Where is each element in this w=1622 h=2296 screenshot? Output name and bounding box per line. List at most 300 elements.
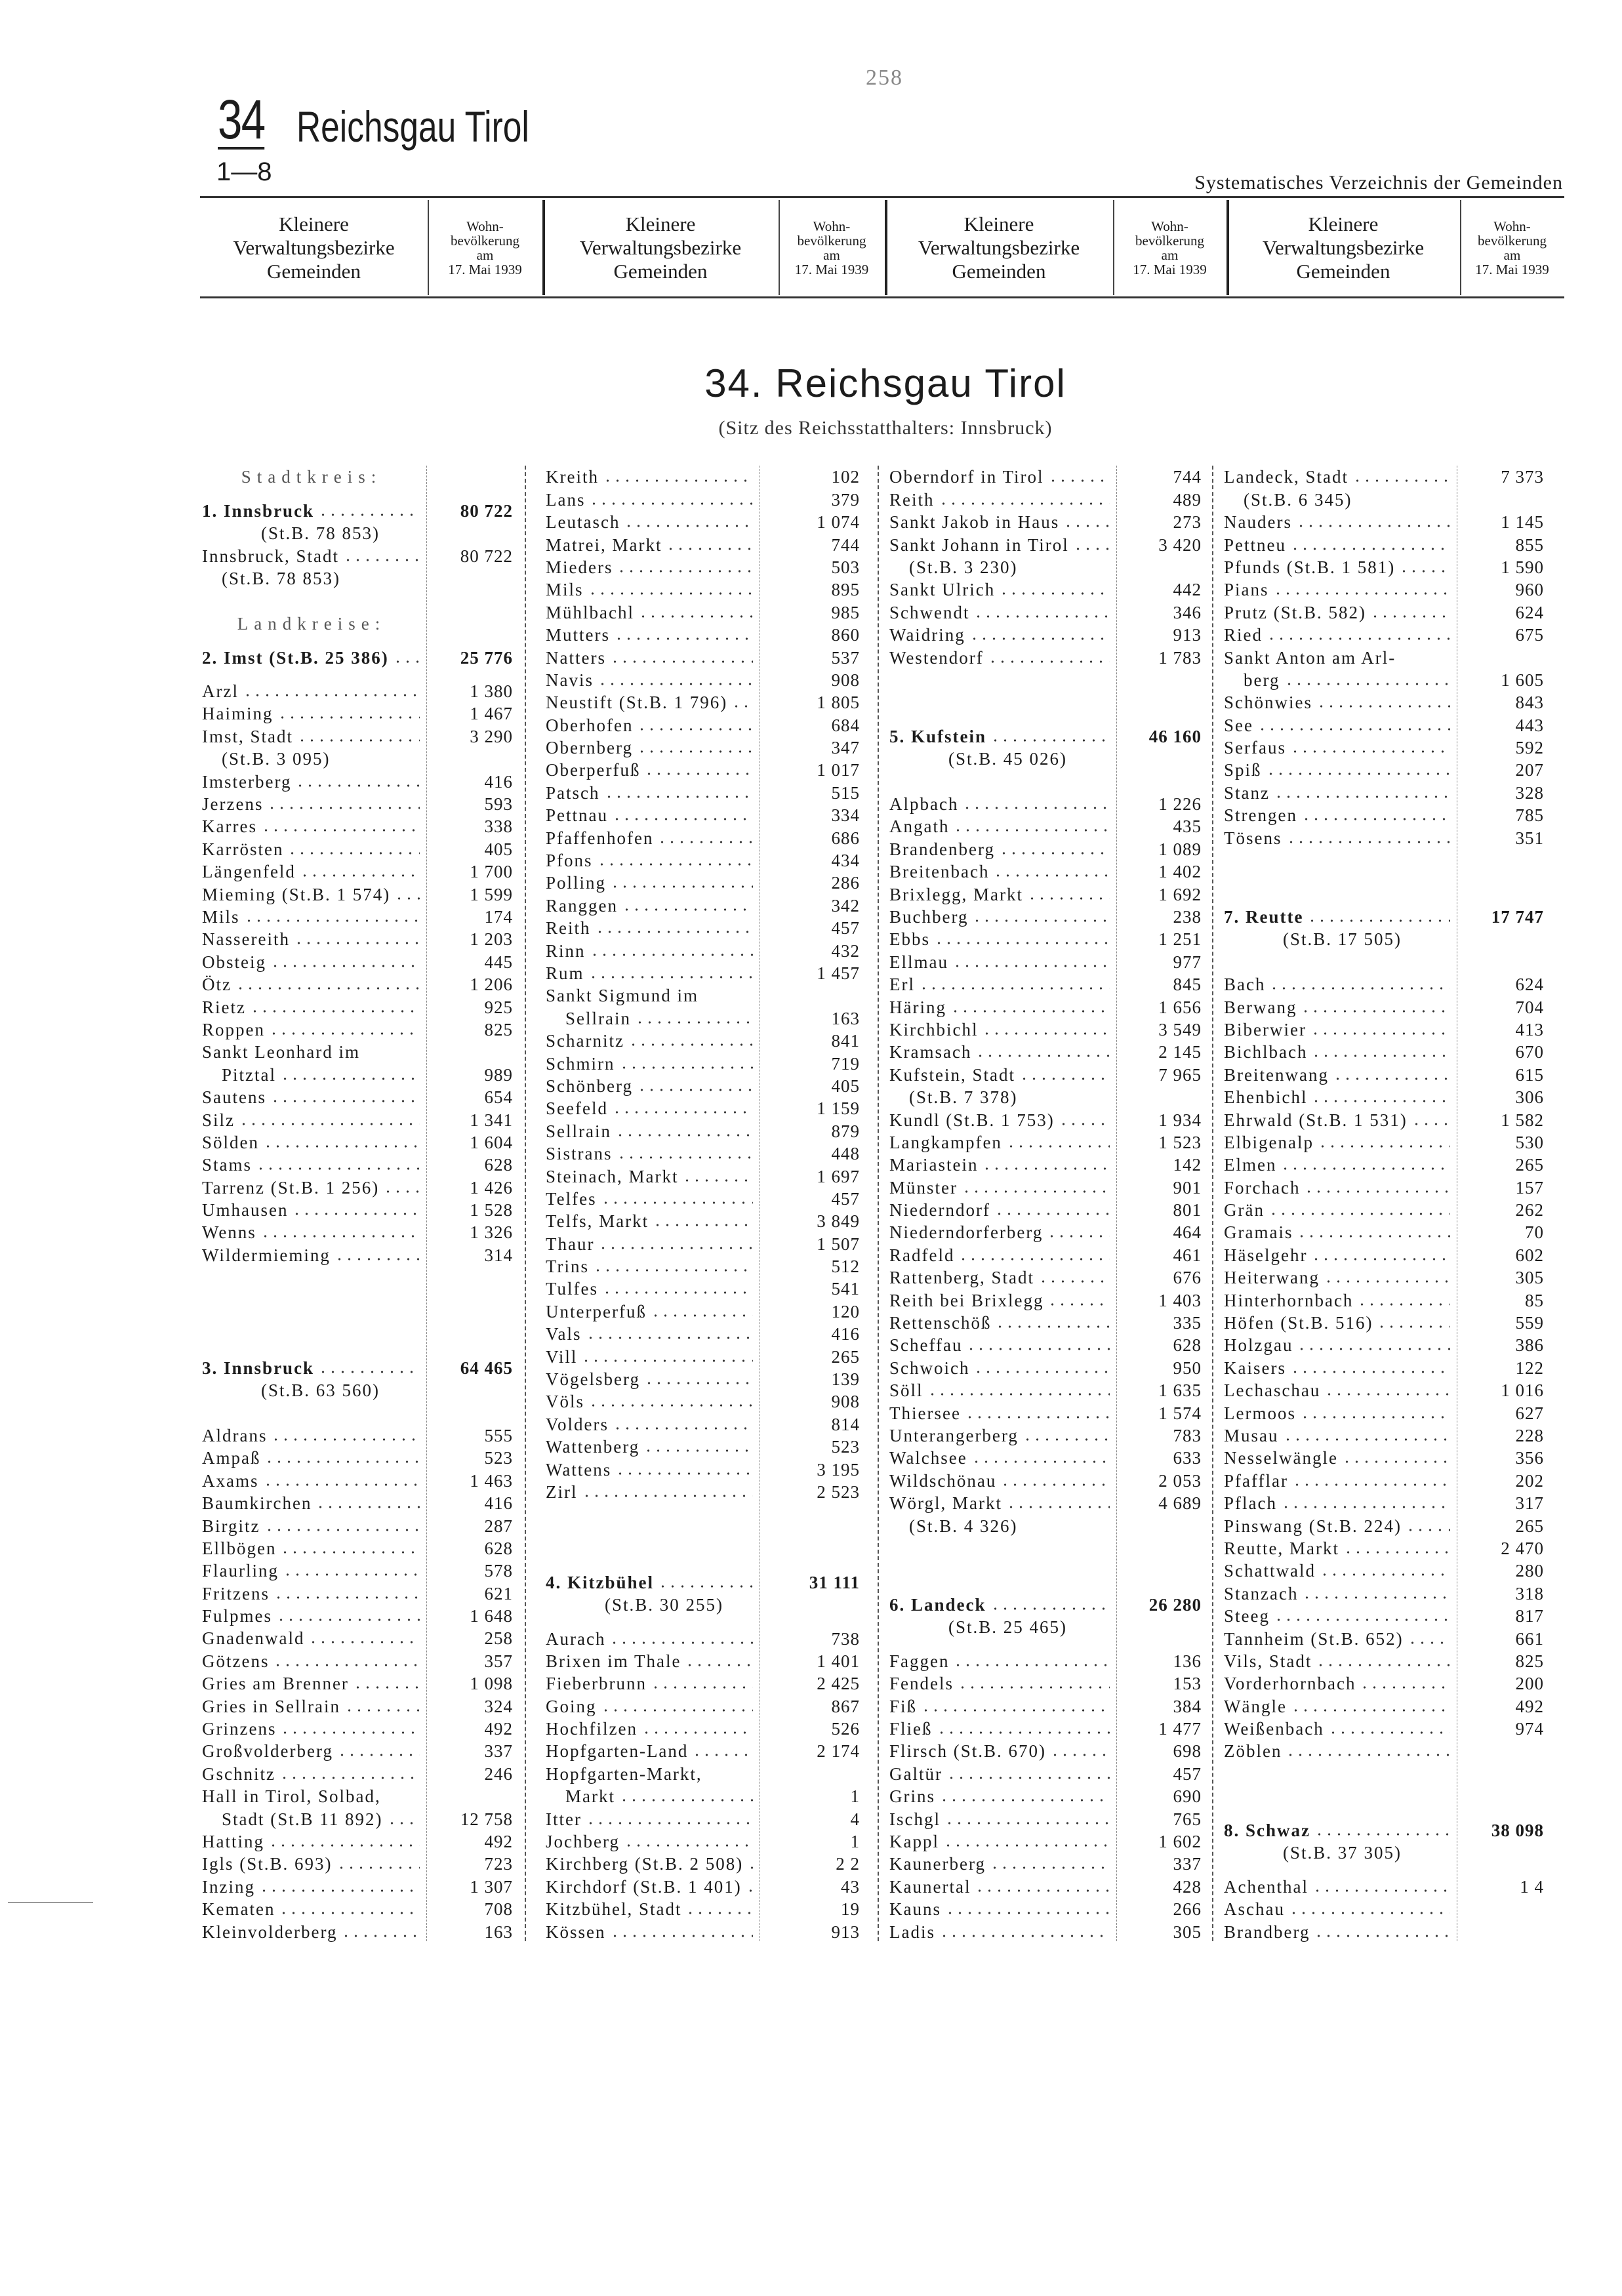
name-cell: [202, 1087, 421, 1108]
dot-leader: [244, 919, 420, 923]
municipality-name: Pfons: [546, 851, 593, 871]
name-cell: [889, 512, 1111, 533]
name-cell: [202, 1763, 421, 1784]
dot-leader: [283, 1573, 420, 1577]
population-value: 985: [831, 602, 860, 622]
dot-leader: [1273, 592, 1450, 595]
municipality-subline: [202, 747, 513, 769]
dot-leader: [990, 1866, 1110, 1870]
municipality-name: Mils: [546, 580, 584, 600]
name-cell: [1224, 805, 1451, 826]
dot-leader: [1399, 569, 1450, 573]
population-value: 1 783: [1158, 647, 1202, 668]
municipality-row: [202, 1131, 513, 1153]
municipality-name: Oberperfuß: [546, 760, 641, 780]
municipality-name: Gries am Brenner: [202, 1674, 349, 1694]
municipality-name: Gnadenwald: [202, 1628, 305, 1649]
population-value: 960: [1515, 580, 1544, 600]
name-cell: [546, 534, 754, 555]
name-cell: [889, 974, 1111, 995]
population-value: 338: [484, 816, 513, 837]
population-value: 593: [484, 794, 513, 815]
municipality-name: Vals: [546, 1324, 582, 1344]
dot-leader: [588, 975, 753, 979]
population-value: 1 574: [1158, 1403, 1202, 1423]
municipality-name: Brandenberg: [889, 839, 995, 859]
dot-leader: [666, 547, 753, 551]
spacer: [202, 1266, 513, 1288]
municipality-name: Kramsach: [889, 1042, 972, 1062]
district-row: [889, 1593, 1202, 1615]
dot-leader: [1324, 1392, 1450, 1396]
dot-leader: [276, 1618, 420, 1622]
name-cell: [889, 1470, 1111, 1491]
dot-leader: [1320, 1573, 1450, 1577]
population-value: 266: [1173, 1899, 1202, 1920]
population-value: 1 457: [817, 963, 860, 983]
gau-name: Reichsgau Tirol: [296, 102, 529, 151]
municipality-row: [546, 1672, 860, 1694]
population-value: 913: [831, 1922, 860, 1942]
population-value: 1 341: [470, 1110, 513, 1130]
municipality-name: Hinterhornbach: [1224, 1290, 1354, 1310]
district-subline: [889, 1615, 1202, 1638]
name-cell: [889, 1290, 1111, 1311]
dot-leader: [958, 1685, 1110, 1689]
name-cell: [889, 1335, 1111, 1356]
dot-leader: [972, 919, 1110, 923]
municipality-name: Itter: [546, 1809, 582, 1829]
municipality-name: Westendorf: [889, 647, 984, 668]
municipality-name: Rattenberg, Stadt: [889, 1268, 1034, 1288]
population-value: 628: [484, 1155, 513, 1175]
municipality-name: Ötz: [202, 975, 232, 995]
municipality-row: [202, 973, 513, 995]
name-cell: [546, 1696, 754, 1717]
municipality-row: [202, 1085, 513, 1108]
dot-leader: [644, 1381, 753, 1385]
section-heading: [202, 612, 513, 634]
dot-leader: [1023, 1438, 1110, 1441]
dot-leader: [344, 1708, 420, 1712]
name-cell: [1224, 1132, 1451, 1153]
header-top-rule: [200, 196, 1564, 198]
municipality-name: Karrösten: [202, 839, 284, 859]
name-cell: [889, 1516, 1111, 1537]
municipality-name: Gschnitz: [202, 1763, 275, 1784]
dot-leader: [1360, 1685, 1450, 1689]
municipality-row: [202, 1672, 513, 1694]
dot-leader: [939, 1798, 1110, 1802]
municipality-name: Scharnitz: [546, 1031, 624, 1051]
dot-leader: [336, 1866, 420, 1870]
name-cell: [1224, 1064, 1451, 1085]
population-value: 1 251: [1158, 929, 1202, 950]
spacer: [889, 713, 1202, 724]
name-cell: [889, 1403, 1111, 1424]
population-value: 1 467: [470, 704, 513, 724]
district-range: 1—8: [216, 157, 272, 186]
municipality-row: [546, 465, 860, 487]
population-value: 337: [484, 1741, 513, 1762]
population-value: 1 017: [817, 760, 860, 780]
dot-leader: [1343, 1550, 1450, 1554]
name-cell: [1224, 1876, 1451, 1897]
spacer: [1224, 950, 1544, 972]
column-group-divider: [1212, 466, 1213, 1941]
municipality-row: [202, 544, 513, 566]
name-cell: [546, 782, 754, 803]
municipality-name: Reith: [889, 489, 935, 510]
population-value: 1 507: [817, 1234, 860, 1254]
dot-leader: [1283, 1438, 1451, 1441]
municipality-row: [1224, 736, 1544, 758]
name-cell: [1224, 624, 1451, 645]
dot-leader: [965, 1415, 1110, 1419]
municipality-row: [1224, 1739, 1544, 1762]
gau-number: 34: [218, 89, 265, 150]
municipality-row: [1224, 713, 1544, 735]
population-value: 416: [484, 1493, 513, 1514]
name-cell: [1224, 1673, 1451, 1694]
dot-leader: [613, 1426, 753, 1430]
municipality-row: [889, 645, 1202, 668]
header-population-line: am: [823, 247, 840, 263]
population-value: 1 463: [470, 1470, 513, 1491]
population-value: 70: [1525, 1222, 1544, 1243]
name-cell: [889, 1617, 1111, 1638]
dot-leader: [1406, 1528, 1450, 1532]
dot-leader: [1297, 1347, 1450, 1351]
population-value: 428: [1173, 1876, 1202, 1897]
name-cell: [1224, 1583, 1451, 1604]
district-subline: [202, 521, 513, 544]
municipality-name: Rum: [546, 963, 584, 983]
municipality-row: [1224, 510, 1544, 533]
municipality-row: [889, 1379, 1202, 1401]
name-cell: [546, 489, 754, 510]
population-value: 3 290: [470, 726, 513, 746]
municipality-row: [1224, 1220, 1544, 1243]
municipality-row: [1224, 1085, 1544, 1108]
dot-leader: [1027, 896, 1110, 900]
name-cell: [1224, 1019, 1451, 1040]
municipality-name: (St.B. 37 305): [1283, 1843, 1402, 1863]
population-value: 317: [1515, 1493, 1544, 1514]
name-cell: [546, 1922, 754, 1943]
municipality-name: Tulfes: [546, 1279, 599, 1299]
municipality-name: Rietz: [202, 997, 246, 1017]
municipality-row: [202, 1220, 513, 1243]
population-value: 1 4: [1520, 1876, 1544, 1897]
dot-leader: [597, 862, 753, 866]
dot-leader: [1370, 614, 1450, 618]
population-value: 814: [831, 1414, 860, 1434]
municipality-name: Grän: [1224, 1200, 1265, 1220]
dot-leader: [950, 1009, 1110, 1013]
header-name-column: [1227, 200, 1460, 295]
name-cell: [1224, 1718, 1451, 1739]
name-cell: [1224, 557, 1451, 578]
page-number: 258: [866, 66, 903, 90]
name-cell: [202, 1628, 421, 1649]
spacer: [889, 769, 1202, 792]
dot-leader: [1286, 1753, 1450, 1757]
name-cell: [889, 1132, 1111, 1153]
municipality-name: Stadtkreis:: [241, 467, 382, 487]
name-cell: [889, 1110, 1111, 1131]
population-value: 379: [831, 489, 860, 510]
municipality-row: [202, 679, 513, 702]
population-value: 895: [831, 580, 860, 600]
header-name-line: Verwaltungsbezirke: [233, 235, 395, 259]
dot-leader: [1286, 840, 1451, 844]
dot-leader: [315, 1505, 420, 1509]
name-cell: [546, 692, 754, 713]
municipality-row: [546, 849, 860, 871]
name-cell: [546, 1098, 754, 1119]
municipality-name: Brixlegg, Markt: [889, 884, 1023, 904]
municipality-row: [202, 1062, 513, 1085]
municipality-row: [202, 1559, 513, 1581]
district-row: [546, 1570, 860, 1592]
table-column: [202, 465, 513, 1943]
name-cell: [546, 1211, 754, 1232]
municipality-row: [889, 578, 1202, 600]
spacer: [1224, 1807, 1544, 1818]
population-value: 120: [831, 1301, 860, 1321]
name-cell: [202, 1245, 421, 1266]
dot-leader: [641, 1731, 753, 1735]
name-cell: [202, 703, 421, 724]
population-value: 305: [1515, 1268, 1544, 1288]
name-cell: [546, 715, 754, 736]
population-value: 457: [831, 1188, 860, 1209]
municipality-row: [1224, 995, 1544, 1017]
municipality-row: [889, 1897, 1202, 1920]
municipality-row: [1224, 1514, 1544, 1536]
dot-leader: [658, 1584, 753, 1588]
municipality-row: [546, 1412, 860, 1434]
municipality-row: [889, 1356, 1202, 1378]
dot-leader: [270, 1099, 420, 1103]
municipality-name: Natters: [546, 647, 606, 668]
municipality-row: [546, 1277, 860, 1299]
municipality-name: Kirchbichl: [889, 1019, 979, 1039]
municipality-name: Waidring: [889, 625, 965, 645]
population-value: 386: [1515, 1335, 1544, 1356]
name-cell: [202, 1493, 421, 1514]
population-value: 744: [831, 534, 860, 555]
dot-leader: [279, 1776, 420, 1780]
municipality-row: [889, 1153, 1202, 1175]
dot-leader: [1411, 1122, 1450, 1126]
name-cell: [202, 952, 421, 973]
population-value: 537: [831, 647, 860, 668]
municipality-row: [546, 803, 860, 826]
municipality-name: Patsch: [546, 782, 600, 803]
name-cell: [546, 1301, 754, 1322]
population-value: 1 402: [1158, 862, 1202, 882]
population-value: 174: [484, 906, 513, 927]
dot-leader: [1047, 1302, 1110, 1306]
dot-leader: [746, 1889, 753, 1893]
dot-leader: [263, 1483, 420, 1487]
population-value: 26 280: [1148, 1594, 1202, 1615]
name-cell: [889, 884, 1111, 905]
population-value: 977: [1173, 952, 1202, 972]
population-value: 744: [1173, 467, 1202, 487]
dot-leader: [628, 1043, 753, 1047]
spacer: [1224, 871, 1544, 893]
municipality-name: Weißenbach: [1224, 1719, 1324, 1739]
column-group-divider: [878, 466, 879, 1941]
population-value: 157: [1515, 1177, 1544, 1198]
name-cell: [889, 1786, 1111, 1807]
dot-leader: [1292, 1483, 1450, 1487]
header-name-line: Gemeinden: [952, 259, 1046, 283]
dot-leader: [939, 502, 1110, 506]
header-population-column: [1460, 200, 1564, 295]
table-column: [1224, 465, 1544, 1943]
population-value: 825: [1515, 1651, 1544, 1671]
municipality-name: Aldrans: [202, 1425, 268, 1445]
municipality-row: [889, 1333, 1202, 1356]
municipality-name: Fließ: [889, 1719, 933, 1739]
name-cell: [202, 1605, 421, 1626]
name-cell: [546, 1436, 754, 1457]
municipality-row: [1224, 1672, 1544, 1694]
name-cell: [202, 466, 421, 487]
municipality-row: [889, 1220, 1202, 1243]
dot-leader: [1301, 817, 1450, 821]
dot-leader: [637, 750, 753, 754]
name-cell: [202, 1447, 421, 1468]
municipality-row: [889, 1468, 1202, 1491]
municipality-name: Elbigenalp: [1224, 1132, 1314, 1152]
municipality-row: [202, 1468, 513, 1491]
dot-leader: [1318, 1144, 1450, 1148]
municipality-row: [546, 1187, 860, 1209]
name-cell: [202, 794, 421, 815]
municipality-name: Pfaffenhofen: [546, 828, 654, 848]
municipality-name: Musau: [1224, 1425, 1279, 1445]
spacer: [202, 1401, 513, 1423]
name-cell: [202, 1041, 421, 1062]
name-cell: [1224, 647, 1451, 668]
municipality-name: Oberndorf in Tirol: [889, 467, 1044, 487]
population-value: 925: [484, 997, 513, 1017]
name-cell: [889, 906, 1111, 927]
municipality-row: [546, 510, 860, 533]
dot-leader: [341, 1934, 420, 1938]
municipality-row: [1224, 1356, 1544, 1378]
dot-leader: [259, 1889, 420, 1893]
name-cell: [546, 1030, 754, 1051]
name-cell: [202, 1516, 421, 1537]
municipality-row: [1224, 1626, 1544, 1649]
name-cell: [546, 895, 754, 916]
municipality-row: [202, 1874, 513, 1897]
municipality-row: [202, 1739, 513, 1762]
municipality-name: Ellbögen: [202, 1538, 277, 1558]
municipality-row: [1224, 691, 1544, 713]
municipality-row: [546, 1367, 860, 1390]
municipality-row: [1224, 1198, 1544, 1220]
population-value: 445: [484, 952, 513, 972]
population-value: 1 401: [817, 1651, 860, 1671]
dot-leader: [308, 1640, 420, 1644]
name-cell: [1224, 1041, 1451, 1062]
municipality-name: Angath: [889, 816, 950, 837]
dot-leader: [602, 1291, 753, 1295]
municipality-row: [889, 533, 1202, 555]
name-cell: [889, 1222, 1111, 1243]
municipality-name: Ehenbichl: [1224, 1087, 1308, 1108]
population-value: 328: [1515, 782, 1544, 803]
population-value: 624: [1515, 975, 1544, 995]
name-cell: [889, 1425, 1111, 1446]
municipality-row: [202, 792, 513, 815]
dot-leader: [747, 1866, 753, 1870]
municipality-row: [1224, 533, 1544, 555]
population-value: 19: [841, 1899, 860, 1920]
population-value: 434: [831, 851, 860, 871]
dot-leader: [610, 1934, 754, 1938]
name-cell: [202, 1538, 421, 1559]
municipality-name: Aurach: [546, 1628, 606, 1649]
name-cell: [889, 1154, 1111, 1175]
dot-leader: [273, 1663, 420, 1667]
name-cell: [546, 579, 754, 600]
municipality-name: (St.B. 63 560): [261, 1380, 380, 1401]
header-name-column: [200, 200, 428, 295]
municipality-name: Schönberg: [546, 1076, 633, 1096]
name-cell: [1224, 715, 1451, 736]
dot-leader: [287, 851, 420, 855]
dot-leader: [609, 1641, 753, 1645]
municipality-name: Ampaß: [202, 1448, 261, 1468]
dot-leader: [1047, 1234, 1110, 1238]
name-cell: [202, 1899, 421, 1920]
dot-leader: [624, 524, 753, 528]
header-population-line: Wohn-: [813, 218, 851, 234]
dot-leader: [1019, 1077, 1110, 1081]
municipality-row: [889, 1830, 1202, 1852]
population-value: 1 426: [470, 1177, 513, 1198]
population-value: 64 465: [460, 1358, 513, 1378]
dot-leader: [295, 784, 420, 788]
dot-leader: [601, 1708, 754, 1712]
population-value: 416: [831, 1324, 860, 1344]
municipality-name: Ried: [1224, 625, 1263, 645]
municipality-name: Tarrenz (St.B. 1 256): [202, 1177, 380, 1198]
dot-leader: [1006, 1505, 1110, 1509]
municipality-name: Alpbach: [889, 794, 959, 815]
population-value: 1 307: [470, 1876, 513, 1897]
dot-leader: [1314, 1832, 1450, 1836]
dot-leader: [1073, 547, 1110, 551]
name-cell: [889, 1594, 1111, 1615]
population-value: 228: [1515, 1425, 1544, 1445]
dot-leader: [598, 682, 753, 686]
population-value: 335: [1173, 1313, 1202, 1333]
municipality-name: Brixen im Thale: [546, 1651, 681, 1671]
municipality-name: Langkampfen: [889, 1132, 1002, 1152]
municipality-row: [889, 1401, 1202, 1423]
dot-leader: [1377, 1325, 1450, 1329]
population-value: 492: [484, 1719, 513, 1739]
